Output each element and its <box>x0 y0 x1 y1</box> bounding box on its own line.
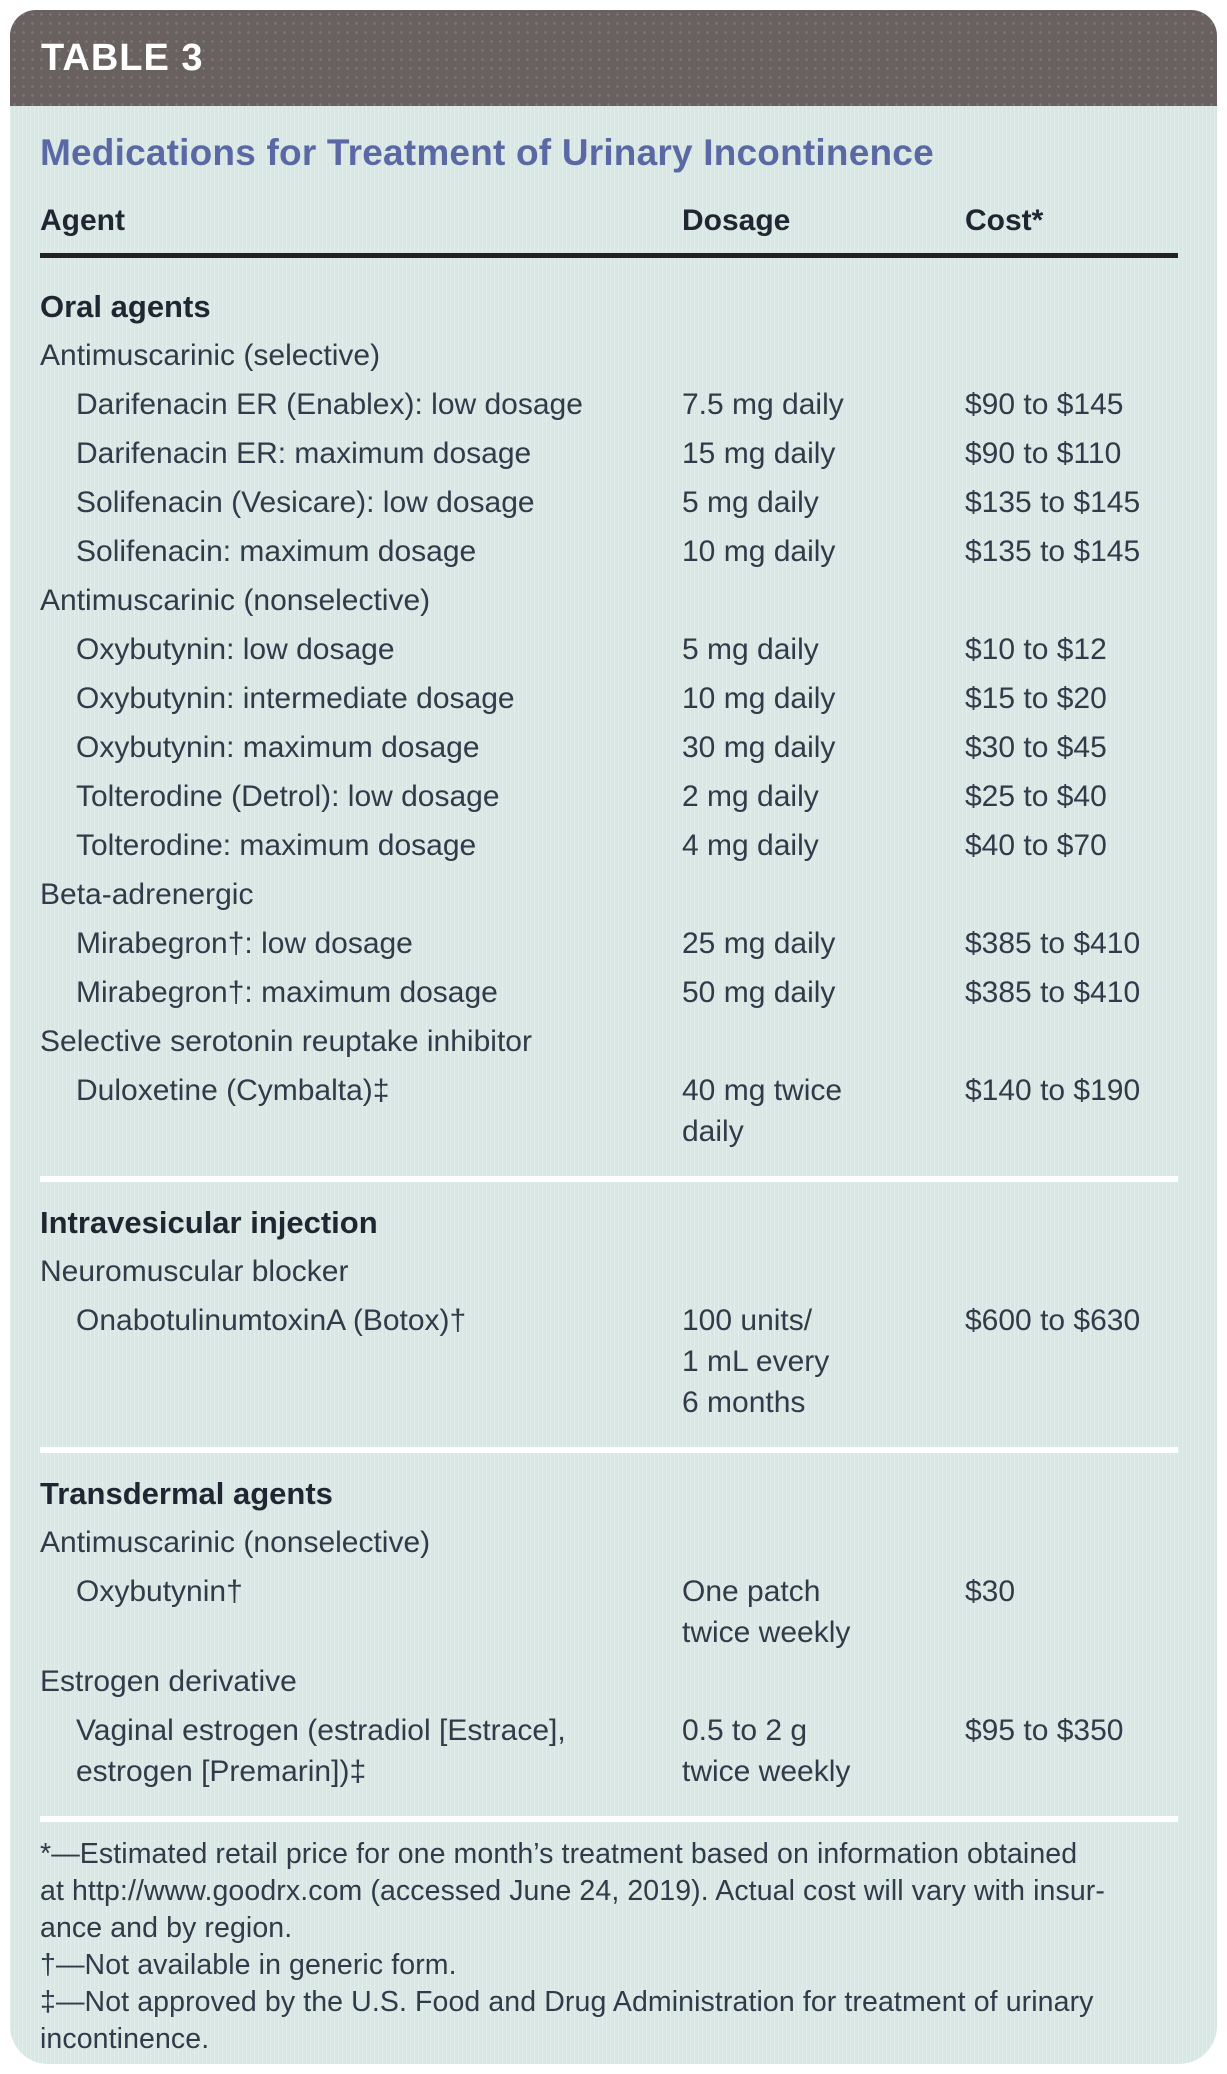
drug-row <box>40 1296 1178 1427</box>
table-body-area <box>10 132 1217 2058</box>
drug-row <box>40 478 1178 527</box>
agent-line: Tolterodine (Detrol): low dosage <box>76 780 500 813</box>
cost-cell: $90 to $110 <box>965 437 1122 470</box>
dosage-cell <box>682 776 965 817</box>
footnote-line: *—Estimated retail price for one month’s treatment based on information obtained <box>40 1838 1078 1870</box>
agent-cell <box>40 384 682 425</box>
cost-cell: $40 to $70 <box>965 829 1107 862</box>
footnote-line: †—Not available in generic form. <box>40 1949 457 1981</box>
dosage-line: 4 mg daily <box>682 829 819 862</box>
cost-cell: $25 to $40 <box>965 780 1107 813</box>
drug-class-label: Antimuscarinic (nonselective) <box>40 584 431 617</box>
drug-row <box>40 1066 1178 1156</box>
drug-row <box>40 919 1178 968</box>
drug-row <box>40 429 1178 478</box>
agent-cell <box>40 1300 682 1423</box>
dosage-line: 10 mg daily <box>682 682 836 715</box>
agent-cell <box>40 482 682 523</box>
dosage-cell <box>682 972 965 1013</box>
drug-row <box>40 968 1178 1017</box>
dosage-line: twice weekly <box>682 1755 851 1788</box>
agent-line: Solifenacin (Vesicare): low dosage <box>76 486 535 519</box>
agent-cell <box>40 923 682 964</box>
dosage-cell <box>682 727 965 768</box>
cost-cell: $140 to $190 <box>965 1074 1141 1107</box>
section-heading: Intravesicular injection <box>40 1205 378 1240</box>
cost-cell: $385 to $410 <box>965 976 1141 1009</box>
dosage-line: twice weekly <box>682 1616 851 1649</box>
agent-cell <box>40 1710 682 1792</box>
cost-cell: $135 to $145 <box>965 535 1141 568</box>
drug-row <box>40 527 1178 576</box>
agent-line: Mirabegron†: low dosage <box>76 927 413 960</box>
agent-cell <box>40 1571 682 1653</box>
section-divider <box>40 1447 1178 1453</box>
footnote <box>40 1947 1178 1984</box>
drug-class-label: Neuromuscular blocker <box>40 1255 349 1288</box>
dosage-line: 25 mg daily <box>682 927 836 960</box>
dosage-line: 15 mg daily <box>682 437 836 470</box>
dosage-line: 5 mg daily <box>682 486 819 519</box>
agent-line: Oxybutynin: low dosage <box>76 633 395 666</box>
dosage-cell <box>682 1571 965 1653</box>
dosage-line: 6 months <box>682 1386 806 1419</box>
footnotes <box>40 1836 1178 2058</box>
drug-class-label: Beta-adrenergic <box>40 878 254 911</box>
table-title: Medications for Treatment of Urinary Incontinence <box>40 132 934 173</box>
cost-cell: $10 to $12 <box>965 633 1107 666</box>
footnote-line: ance and by region. <box>40 1912 293 1944</box>
column-header-agent: Agent <box>40 204 125 237</box>
column-header-dosage: Dosage <box>682 204 791 237</box>
drug-row <box>40 625 1178 674</box>
drug-row <box>40 674 1178 723</box>
agent-cell <box>40 972 682 1013</box>
cost-cell: $15 to $20 <box>965 682 1107 715</box>
dosage-line: 5 mg daily <box>682 633 819 666</box>
agent-cell <box>40 678 682 719</box>
dosage-cell <box>682 678 965 719</box>
drug-row <box>40 772 1178 821</box>
table-body <box>40 282 1178 1796</box>
dosage-cell <box>682 433 965 474</box>
cost-cell: $95 to $350 <box>965 1714 1124 1747</box>
agent-cell <box>40 531 682 572</box>
dosage-cell <box>682 1710 965 1792</box>
footnote-line: at http://www.goodrx.com (accessed June 24, 2019). Actual cost will vary with insur- <box>40 1875 1105 1907</box>
dosage-line: 100 units/ <box>682 1304 813 1337</box>
agent-cell <box>40 825 682 866</box>
drug-class-label: Antimuscarinic (nonselective) <box>40 1526 431 1559</box>
dosage-cell <box>682 1070 965 1152</box>
dosage-cell <box>682 384 965 425</box>
section-heading: Transdermal agents <box>40 1476 333 1511</box>
dosage-line: daily <box>682 1115 744 1148</box>
agent-cell <box>40 727 682 768</box>
dosage-cell <box>682 482 965 523</box>
drug-row <box>40 821 1178 870</box>
agent-cell <box>40 1070 682 1152</box>
dosage-line: 1 mL every <box>682 1345 830 1378</box>
dosage-cell <box>682 923 965 964</box>
dosage-line: 30 mg daily <box>682 731 836 764</box>
dosage-line: 50 mg daily <box>682 976 836 1009</box>
dosage-line: One patch <box>682 1575 821 1608</box>
dosage-line: 0.5 to 2 g <box>682 1714 808 1747</box>
table-header-bar <box>10 10 1217 106</box>
dosage-cell <box>682 825 965 866</box>
drug-class-label: Antimuscarinic (selective) <box>40 339 381 372</box>
table-label: TABLE 3 <box>41 36 204 79</box>
dosage-line: 10 mg daily <box>682 535 836 568</box>
agent-line: Oxybutynin: intermediate dosage <box>76 682 515 715</box>
agent-cell <box>40 433 682 474</box>
dosage-cell <box>682 1300 965 1423</box>
drug-row <box>40 1706 1178 1796</box>
agent-line: estrogen [Premarin])‡ <box>76 1755 367 1788</box>
agent-line: Duloxetine (Cymbalta)‡ <box>76 1074 390 1107</box>
cost-cell: $90 to $145 <box>965 388 1124 421</box>
agent-line: Oxybutynin† <box>76 1575 243 1608</box>
agent-cell <box>40 629 682 670</box>
cost-cell: $600 to $630 <box>965 1304 1141 1337</box>
footnote-divider <box>40 1816 1178 1822</box>
footnote <box>40 1984 1178 2058</box>
dosage-cell <box>682 629 965 670</box>
drug-class-label: Estrogen derivative <box>40 1665 297 1698</box>
section-heading: Oral agents <box>40 289 211 324</box>
agent-line: Darifenacin ER (Enablex): low dosage <box>76 388 583 421</box>
footnote-line: ‡—Not approved by the U.S. Food and Drug Administration for treatment of urinary <box>40 1986 1094 2018</box>
table-3-card <box>10 10 1217 2064</box>
section-divider <box>40 1176 1178 1182</box>
agent-line: Oxybutynin: maximum dosage <box>76 731 480 764</box>
agent-line: Darifenacin ER: maximum dosage <box>76 437 532 470</box>
agent-line: Mirabegron†: maximum dosage <box>76 976 498 1009</box>
agent-line: Solifenacin: maximum dosage <box>76 535 477 568</box>
dosage-line: 2 mg daily <box>682 780 819 813</box>
cost-cell: $385 to $410 <box>965 927 1141 960</box>
footnote <box>40 1836 1178 1947</box>
column-header-row <box>40 204 1178 258</box>
drug-row <box>40 1567 1178 1657</box>
column-header-cost: Cost* <box>965 204 1044 237</box>
cost-cell: $135 to $145 <box>965 486 1141 519</box>
agent-line: OnabotulinumtoxinA (Botox)† <box>76 1304 467 1337</box>
agent-cell <box>40 776 682 817</box>
dosage-cell <box>682 531 965 572</box>
footnote-line: incontinence. <box>40 2023 210 2055</box>
cost-cell: $30 to $45 <box>965 731 1107 764</box>
drug-row <box>40 723 1178 772</box>
cost-cell: $30 <box>965 1575 1016 1608</box>
drug-row <box>40 380 1178 429</box>
agent-line: Tolterodine: maximum dosage <box>76 829 477 862</box>
drug-class-label: Selective serotonin reuptake inhibitor <box>40 1025 532 1058</box>
dosage-line: 7.5 mg daily <box>682 388 844 421</box>
agent-line: Vaginal estrogen (estradiol [Estrace], <box>76 1714 566 1747</box>
dosage-line: 40 mg twice <box>682 1074 843 1107</box>
